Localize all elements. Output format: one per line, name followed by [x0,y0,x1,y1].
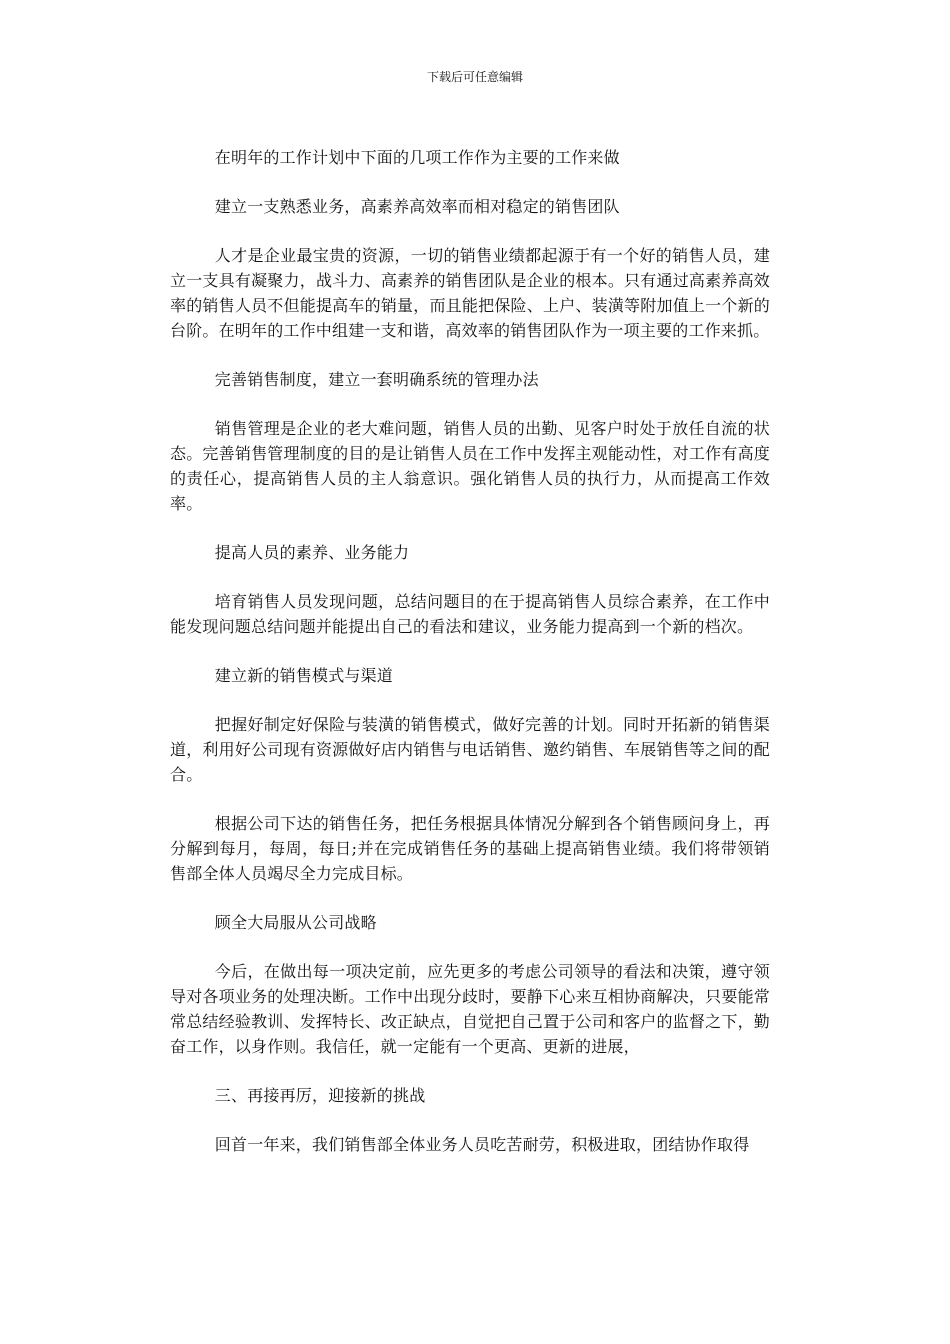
section-heading-channels: 建立新的销售模式与渠道 [214,666,393,685]
paragraph-team: 人才是企业最宝贵的资源，一切的销售业绩都起源于有一个好的销售人员，建立一支具有凝聚力，战斗力、高素养的销售团队是企业的根本。只有通过高素养高效率的销售人员不但能提高车的销量，而且能把保险、上户、装潢等附加值上一个新的台阶。在明年的工作中组建一支和谐，高效率的销售团队作为一项主要的工作来抓。 [170,246,770,340]
section-heading-system: 完善销售制度，建立一套明确系统的管理办法 [214,370,539,389]
document-body [170,145,770,1181]
paragraph-channels: 把握好制定好保险与装潢的销售模式，做好完善的计划。同时开拓新的销售渠道，利用好公司现有资源做好店内销售与电话销售、邀约销售、车展销售等之间的配合。 [170,715,770,784]
section-heading-team: 建立一支熟悉业务，高素养高效率而相对稳定的销售团队 [214,197,620,216]
paragraph-review: 回首一年来，我们销售部全体业务人员吃苦耐劳，积极进取，团结协作取得 [214,1135,750,1154]
page-header: 下载后可任意编辑 [426,70,523,84]
paragraph-strategy: 今后，在做出每一项决定前，应先更多的考虑公司领导的看法和决策，遵守领导对各项业务的处理决断。工作中出现分歧时，要静下心来互相协商解决，只要能常常总结经验教训、发挥特长、改正缺点，自觉把自己置于公司和客户的监督之下，勤奋工作，以身作则。我信任，就一定能有一个更高、更新的进展， [170,962,770,1056]
paragraph-tasks: 根据公司下达的销售任务，把任务根据具体情况分解到各个销售顾问身上，再分解到每月，每周，每日;并在完成销售任务的基础上提高销售业绩。我们将带领销售部全体人员竭尽全力完成目标。 [170,814,770,883]
section-heading-quality: 提高人员的素养、业务能力 [214,543,410,562]
section-heading-challenge: 三、再接再厉，迎接新的挑战 [214,1086,426,1105]
paragraph-intro: 在明年的工作计划中下面的几项工作作为主要的工作来做 [214,148,620,167]
paragraph-system: 销售管理是企业的老大难问题，销售人员的出勤、见客户时处于放任自流的状态。完善销售管理制度的目的是让销售人员在工作中发挥主观能动性，对工作有高度的责任心，提高销售人员的主人翁意识。强化销售人员的执行力，从而提高工作效率。 [170,419,770,513]
section-heading-strategy: 顾全大局服从公司战略 [214,913,377,932]
paragraph-quality: 培育销售人员发现问题，总结问题目的在于提高销售人员综合素养，在工作中能发现问题总结问题并能提出自己的看法和建议，业务能力提高到一个新的档次。 [170,592,770,636]
